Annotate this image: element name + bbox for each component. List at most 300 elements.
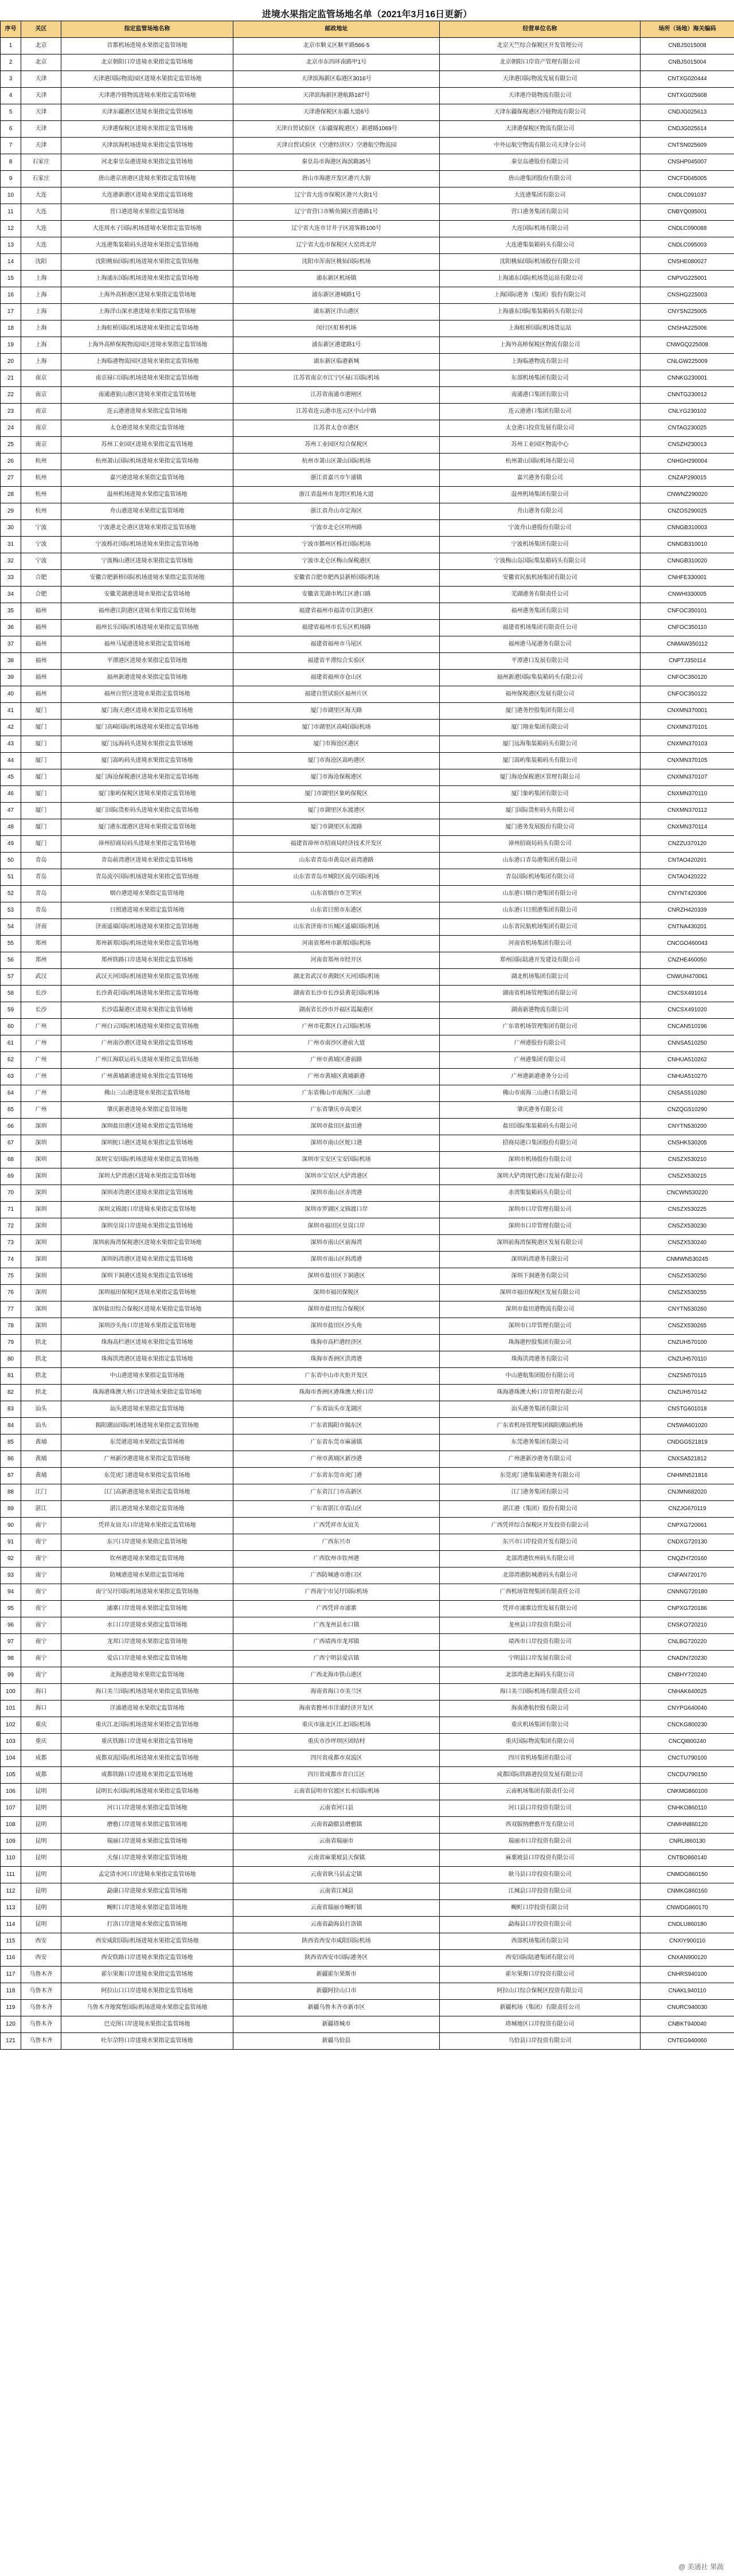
cell-customs-code: CNZAP290015 [641, 470, 734, 487]
table-row [1, 237, 734, 254]
cell-index: 82 [1, 1385, 21, 1401]
cell-customs-code: CNTSN025609 [641, 138, 734, 154]
table-row [1, 1601, 734, 1617]
cell-site-name: 烟台港进境水果指定监管场地 [61, 886, 233, 902]
table-row [1, 1119, 734, 1135]
table-row [1, 986, 734, 1002]
cell-operator: 海口美兰国际机场有限责任公司 [440, 1684, 641, 1701]
cell-address: 宁波市北仑区明州路 [233, 520, 440, 537]
cell-site-name: 凭祥友谊关口岸进境水果指定监管场地 [61, 1518, 233, 1534]
cell-index: 11 [1, 204, 21, 221]
cell-customs-code: CNRLI860130 [641, 1834, 734, 1850]
table-row [1, 370, 734, 387]
cell-operator: 重庆机场集团有限公司 [440, 1717, 641, 1734]
cell-customs-district: 昆明 [21, 1817, 61, 1834]
cell-address: 江苏省南京市江宁区禄口国际机场 [233, 370, 440, 387]
cell-site-name: 上海洋山深水港进境水果指定监管场地 [61, 304, 233, 320]
cell-customs-district: 深圳 [21, 1268, 61, 1285]
cell-operator: 珠海港控股集团有限公司 [440, 1335, 641, 1351]
cell-operator: 北部湾港北海码头有限公司 [440, 1667, 641, 1684]
cell-address: 宁波市鄞州区栎社国际机场 [233, 537, 440, 553]
cell-index: 104 [1, 1750, 21, 1767]
table-row [1, 1867, 734, 1883]
cell-customs-code: CNKMG860100 [641, 1784, 734, 1800]
cell-operator: 广西凭祥综合保税区开发投资有限公司 [440, 1518, 641, 1534]
cell-operator: 江门港务集团有限公司 [440, 1484, 641, 1501]
cell-operator: 福建省机场集团有限责任公司 [440, 620, 641, 636]
cell-operator: 福州港务集团有限公司 [440, 603, 641, 620]
cell-index: 113 [1, 1900, 21, 1917]
table-row [1, 1418, 734, 1434]
cell-customs-code: CNDLC091037 [641, 187, 734, 204]
cell-address: 深圳市福田保税区 [233, 1285, 440, 1301]
cell-index: 87 [1, 1468, 21, 1484]
cell-address: 厦门市湖里区海天路 [233, 703, 440, 720]
cell-site-name: 霍尔果斯口岸进境水果指定监管场地 [61, 1967, 233, 1983]
table-row [1, 154, 734, 171]
table-row [1, 1484, 734, 1501]
cell-site-name: 天津港国际物流园区进境水果指定监管场地 [61, 71, 233, 88]
cell-customs-code: CNZZU370120 [641, 836, 734, 853]
cell-index: 107 [1, 1800, 21, 1817]
table-row [1, 1933, 734, 1950]
cell-customs-code: CNPVG225001 [641, 271, 734, 287]
cell-customs-code: CNNTG230012 [641, 387, 734, 404]
cell-site-name: 深圳盐田港区进境水果指定监管场地 [61, 1119, 233, 1135]
cell-index: 48 [1, 819, 21, 836]
cell-customs-code: CNLBG720220 [641, 1634, 734, 1651]
cell-index: 88 [1, 1484, 21, 1501]
cell-operator: 招商局港口集团股份有限公司 [440, 1135, 641, 1152]
cell-address: 天津自贸试验区（东疆保税港区）新港路1069号 [233, 121, 440, 138]
cell-customs-code: CNWGQ225008 [641, 337, 734, 354]
cell-index: 120 [1, 2016, 21, 2033]
cell-index: 1 [1, 38, 21, 54]
cell-address: 唐山市海港开发区港兴大街 [233, 171, 440, 187]
cell-operator: 畹町口岸投资有限公司 [440, 1900, 641, 1917]
cell-customs-district: 南宁 [21, 1651, 61, 1667]
cell-operator: 天津港国际物流发展有限公司 [440, 71, 641, 88]
cell-customs-code: CNNGB310003 [641, 520, 734, 537]
cell-customs-district: 昆明 [21, 1834, 61, 1850]
cell-address: 安徽省合肥市肥西县新桥国际机场 [233, 570, 440, 587]
cell-customs-code: CNMKG860160 [641, 1883, 734, 1900]
table-row [1, 1883, 734, 1900]
cell-address: 山东省日照市东港区 [233, 902, 440, 919]
cell-index: 94 [1, 1584, 21, 1601]
cell-customs-code: CNHKO860110 [641, 1800, 734, 1817]
cell-customs-code: CNYPG640040 [641, 1701, 734, 1717]
table-row [1, 1501, 734, 1518]
cell-address: 厦门市湖里区东渡路 [233, 819, 440, 836]
cell-site-name: 厦门高崎国际机场进境水果指定监管场地 [61, 720, 233, 736]
cell-index: 111 [1, 1867, 21, 1883]
cell-address: 辽宁省大连市保税区港兴大街1号 [233, 187, 440, 204]
table-row [1, 969, 734, 986]
cell-customs-code: CNXMN370112 [641, 803, 734, 819]
table-row [1, 1817, 734, 1834]
cell-site-name: 天津港冷链物流进境水果指定监管场地 [61, 88, 233, 104]
cell-customs-code: CNPTJ350114 [641, 653, 734, 670]
cell-site-name: 日照港进境水果指定监管场地 [61, 902, 233, 919]
cell-operator: 龙州县口岸投资有限公司 [440, 1617, 641, 1634]
cell-index: 65 [1, 1102, 21, 1119]
cell-customs-district: 郑州 [21, 936, 61, 952]
cell-customs-district: 深圳 [21, 1168, 61, 1185]
cell-customs-district: 成都 [21, 1750, 61, 1767]
cell-customs-code: CNCTU790100 [641, 1750, 734, 1767]
cell-customs-district: 合肥 [21, 587, 61, 603]
cell-customs-district: 广州 [21, 1052, 61, 1069]
cell-index: 121 [1, 2033, 21, 2050]
cell-address: 厦门市湖里区象屿保税区 [233, 786, 440, 803]
table-row [1, 1434, 734, 1451]
cell-address: 厦门市湖里区高崎国际机场 [233, 720, 440, 736]
cell-customs-code: CNBJS015008 [641, 38, 734, 54]
cell-customs-district: 厦门 [21, 819, 61, 836]
cell-address: 山东省济南市历城区遥墙国际机场 [233, 919, 440, 936]
cell-index: 86 [1, 1451, 21, 1468]
cell-site-name: 宁波栎社国际机场进境水果指定监管场地 [61, 537, 233, 553]
cell-operator: 肇庆港务有限公司 [440, 1102, 641, 1119]
table-row [1, 1052, 734, 1069]
cell-site-name: 舟山港进境水果指定监管场地 [61, 503, 233, 520]
cell-site-name: 深圳福田保税区进境水果指定监管场地 [61, 1285, 233, 1301]
table-row [1, 1850, 734, 1867]
cell-customs-code: CNHFE330001 [641, 570, 734, 587]
cell-site-name: 巴克图口岸进境水果指定监管场地 [61, 2016, 233, 2033]
table-row [1, 1368, 734, 1385]
cell-address: 广西东兴市 [233, 1534, 440, 1551]
cell-customs-code: CNZOS290025 [641, 503, 734, 520]
cell-address: 深圳市南山区蛇口港 [233, 1135, 440, 1152]
cell-operator: 深圳市口岸管理有限公司 [440, 1202, 641, 1218]
cell-customs-district: 厦门 [21, 720, 61, 736]
cell-index: 74 [1, 1252, 21, 1268]
cell-site-name: 宁波港北仑港区进境水果指定监管场地 [61, 520, 233, 537]
cell-index: 78 [1, 1318, 21, 1335]
cell-customs-district: 深圳 [21, 1202, 61, 1218]
cell-index: 112 [1, 1883, 21, 1900]
table-row [1, 686, 734, 703]
cell-index: 62 [1, 1052, 21, 1069]
table-row [1, 736, 734, 753]
cell-operator: 大连港集装箱码头有限公司 [440, 237, 641, 254]
cell-site-name: 福州马尾港进境水果指定监管场地 [61, 636, 233, 653]
cell-customs-district: 乌鲁木齐 [21, 2000, 61, 2016]
fruit-site-table [0, 21, 734, 2050]
cell-customs-district: 上海 [21, 320, 61, 337]
cell-operator: 东莞虎门港集装箱港务有限公司 [440, 1468, 641, 1484]
cell-customs-code: CNHUA510262 [641, 1052, 734, 1069]
table-row [1, 1451, 734, 1468]
cell-address: 云南省瑞丽市畹町镇 [233, 1900, 440, 1917]
cell-customs-district: 大连 [21, 237, 61, 254]
cell-customs-district: 深圳 [21, 1185, 61, 1202]
cell-index: 80 [1, 1351, 21, 1368]
table-row [1, 1651, 734, 1667]
cell-operator: 新疆机场（集团）有限责任公司 [440, 2000, 641, 2016]
cell-address: 深圳市盐田综合保税区 [233, 1301, 440, 1318]
cell-site-name: 上海外高桥保税物流园区进境水果指定监管场地 [61, 337, 233, 354]
cell-customs-district: 成都 [21, 1767, 61, 1784]
cell-customs-district: 深圳 [21, 1235, 61, 1252]
column-header-customs-district: 关区 [21, 21, 61, 38]
table-row [1, 1967, 734, 1983]
cell-customs-district: 昆明 [21, 1917, 61, 1933]
table-row [1, 1734, 734, 1750]
cell-customs-district: 长沙 [21, 1002, 61, 1019]
cell-address: 广州市南沙区港前大道 [233, 1035, 440, 1052]
table-row [1, 104, 734, 121]
cell-address: 广西凭祥市浦寨 [233, 1601, 440, 1617]
cell-customs-code: CNCKG800230 [641, 1717, 734, 1734]
cell-site-name: 福州新港进境水果指定监管场地 [61, 670, 233, 686]
cell-index: 102 [1, 1717, 21, 1734]
cell-site-name: 揭阳潮汕国际机场进境水果指定监管场地 [61, 1418, 233, 1434]
cell-customs-code: CNTAO420222 [641, 869, 734, 886]
table-row [1, 1019, 734, 1035]
cell-index: 5 [1, 104, 21, 121]
cell-address: 深圳市南山区赤湾港 [233, 1185, 440, 1202]
cell-operator: 广东省机场管理集团有限公司 [440, 1019, 641, 1035]
cell-customs-code: CNDXG720130 [641, 1534, 734, 1551]
cell-operator: 福州新港国际集装箱码头有限公司 [440, 670, 641, 686]
table-row [1, 902, 734, 919]
column-header-site-name: 指定监管场地名称 [61, 21, 233, 38]
cell-customs-code: CNHGH290004 [641, 454, 734, 470]
cell-customs-code: CNQZH720160 [641, 1551, 734, 1568]
cell-customs-code: CNDLC095003 [641, 237, 734, 254]
cell-operator: 太仓港口投资发展有限公司 [440, 420, 641, 437]
table-row [1, 1534, 734, 1551]
cell-address: 四川省成都市青白江区 [233, 1767, 440, 1784]
cell-operator: 厦门国际货柜码头有限公司 [440, 803, 641, 819]
cell-site-name: 连云港港进境水果指定监管场地 [61, 404, 233, 420]
cell-index: 73 [1, 1235, 21, 1252]
cell-customs-district: 海口 [21, 1701, 61, 1717]
table-row [1, 221, 734, 237]
cell-index: 46 [1, 786, 21, 803]
table-row [1, 936, 734, 952]
cell-address: 重庆市渝北区江北国际机场 [233, 1717, 440, 1734]
cell-site-name: 河北秦皇岛港进境水果指定监管场地 [61, 154, 233, 171]
cell-customs-district: 沈阳 [21, 254, 61, 271]
table-row [1, 1235, 734, 1252]
cell-customs-code: CNBJS015004 [641, 54, 734, 71]
cell-address: 湖北省武汉市黄陂区天河国际机场 [233, 969, 440, 986]
cell-customs-district: 福州 [21, 653, 61, 670]
cell-site-name: 深圳妈湾港区进境水果指定监管场地 [61, 1252, 233, 1268]
cell-operator: 湛江港（集团）股份有限公司 [440, 1501, 641, 1518]
cell-operator: 靖西市口岸投资有限公司 [440, 1634, 641, 1651]
cell-operator: 广西机场管理集团有限责任公司 [440, 1584, 641, 1601]
cell-site-name: 上海虹桥国际机场进境水果指定监管场地 [61, 320, 233, 337]
cell-customs-code: CNCAN510196 [641, 1019, 734, 1035]
cell-operator: 山东港口烟台港集团有限公司 [440, 886, 641, 902]
cell-customs-code: CNJMN682020 [641, 1484, 734, 1501]
cell-operator: 厦门港务控股集团有限公司 [440, 703, 641, 720]
cell-customs-district: 福州 [21, 603, 61, 620]
table-row [1, 1401, 734, 1418]
cell-operator: 湖南省机场管理集团有限公司 [440, 986, 641, 1002]
cell-customs-code: CNZQG510290 [641, 1102, 734, 1119]
cell-address: 广东省湛江市霞山区 [233, 1501, 440, 1518]
cell-customs-district: 黄埔 [21, 1468, 61, 1484]
cell-operator: 北京朝阳口岸资产管理有限公司 [440, 54, 641, 71]
cell-site-name: 天津东疆港区进境水果指定监管场地 [61, 104, 233, 121]
table-row [1, 1335, 734, 1351]
cell-index: 103 [1, 1734, 21, 1750]
cell-index: 101 [1, 1701, 21, 1717]
cell-operator: 营口港务集团有限公司 [440, 204, 641, 221]
cell-index: 51 [1, 869, 21, 886]
cell-customs-code: CNSHA225006 [641, 320, 734, 337]
cell-operator: 东莞港务集团有限公司 [440, 1434, 641, 1451]
cell-site-name: 安徽合肥新桥国际机场进境水果指定监管场地 [61, 570, 233, 587]
table-row [1, 187, 734, 204]
cell-operator: 上海虹桥国际机场货运站 [440, 320, 641, 337]
cell-index: 68 [1, 1152, 21, 1168]
cell-address: 福建自贸试验区福州片区 [233, 686, 440, 703]
cell-customs-district: 天津 [21, 104, 61, 121]
cell-customs-district: 北京 [21, 38, 61, 54]
cell-index: 12 [1, 221, 21, 237]
table-row [1, 1318, 734, 1335]
cell-site-name: 深圳沙头角口岸进境水果指定监管场地 [61, 1318, 233, 1335]
cell-customs-code: CNBHY720240 [641, 1667, 734, 1684]
cell-customs-district: 南宁 [21, 1667, 61, 1684]
cell-customs-district: 广州 [21, 1019, 61, 1035]
cell-address: 江苏省连云港市连云区中山中路 [233, 404, 440, 420]
cell-site-name: 大连港集装箱码头进境水果指定监管场地 [61, 237, 233, 254]
cell-operator: 河口县口岸投资有限公司 [440, 1800, 641, 1817]
cell-customs-code: CNDLC090088 [641, 221, 734, 237]
cell-index: 98 [1, 1651, 21, 1667]
cell-customs-code: CNWNZ290020 [641, 487, 734, 503]
table-row [1, 1385, 734, 1401]
cell-index: 72 [1, 1218, 21, 1235]
cell-index: 71 [1, 1202, 21, 1218]
table-row [1, 1983, 734, 2000]
cell-address: 深圳市南山区妈湾港 [233, 1252, 440, 1268]
cell-site-name: 厦门国际货柜码头进境水果指定监管场地 [61, 803, 233, 819]
cell-customs-district: 昆明 [21, 1900, 61, 1917]
cell-index: 63 [1, 1069, 21, 1085]
cell-customs-code: CNNGB310010 [641, 537, 734, 553]
cell-index: 116 [1, 1950, 21, 1967]
cell-customs-district: 郑州 [21, 952, 61, 969]
cell-site-name: 广州黄埔新港进境水果指定监管场地 [61, 1069, 233, 1085]
cell-address: 江苏省南通市港闸区 [233, 387, 440, 404]
cell-address: 浙江省嘉兴市乍浦镇 [233, 470, 440, 487]
cell-index: 93 [1, 1568, 21, 1584]
cell-customs-code: CNSZX530225 [641, 1202, 734, 1218]
table-row [1, 1301, 734, 1318]
table-row [1, 337, 734, 354]
cell-index: 32 [1, 553, 21, 570]
cell-site-name: 南通港狼山港区进境水果指定监管场地 [61, 387, 233, 404]
cell-address: 广西凭祥市友谊关 [233, 1518, 440, 1534]
cell-index: 9 [1, 171, 21, 187]
table-row [1, 204, 734, 221]
cell-address: 厦门市海沧区港区 [233, 736, 440, 753]
cell-customs-district: 南京 [21, 420, 61, 437]
cell-customs-code: CNDJG025614 [641, 121, 734, 138]
cell-customs-district: 拱北 [21, 1335, 61, 1351]
cell-address: 宁波市北仑区梅山保税港区 [233, 553, 440, 570]
cell-address: 广东省江门市高新区 [233, 1484, 440, 1501]
table-row [1, 1518, 734, 1534]
cell-operator: 深圳市盐田港物流有限公司 [440, 1301, 641, 1318]
cell-customs-code: CNYTN530200 [641, 1119, 734, 1135]
cell-operator: 连云港港口集团有限公司 [440, 404, 641, 420]
cell-index: 54 [1, 919, 21, 936]
cell-index: 47 [1, 803, 21, 819]
cell-index: 2 [1, 54, 21, 71]
cell-customs-code: CNWUH470061 [641, 969, 734, 986]
cell-address: 广西龙州县水口镇 [233, 1617, 440, 1634]
table-row [1, 121, 734, 138]
cell-address: 河南省郑州市新郑国际机场 [233, 936, 440, 952]
cell-customs-code: CNXMN370114 [641, 819, 734, 836]
cell-index: 52 [1, 886, 21, 902]
table-row [1, 1135, 734, 1152]
cell-index: 4 [1, 88, 21, 104]
cell-operator: 杭州萧山国际机场有限公司 [440, 454, 641, 470]
cell-customs-code: CNZUH570100 [641, 1335, 734, 1351]
cell-site-name: 防城港进境水果指定监管场地 [61, 1568, 233, 1584]
cell-operator: 宁波梅山岛国际集装箱码头有限公司 [440, 553, 641, 570]
cell-index: 90 [1, 1518, 21, 1534]
cell-customs-code: CNCFD045005 [641, 171, 734, 187]
table-row [1, 1800, 734, 1817]
cell-address: 浙江省舟山市定海区 [233, 503, 440, 520]
cell-site-name: 珠海港珠澳大桥口岸进境水果指定监管场地 [61, 1385, 233, 1401]
cell-customs-district: 深圳 [21, 1152, 61, 1168]
cell-index: 99 [1, 1667, 21, 1684]
cell-index: 109 [1, 1834, 21, 1850]
cell-address: 辽宁省大连市甘井子区迎客路100号 [233, 221, 440, 237]
cell-address: 广西防城港市港口区 [233, 1568, 440, 1584]
cell-operator: 重庆国际物流集团有限公司 [440, 1734, 641, 1750]
cell-operator: 宁波机场集团有限公司 [440, 537, 641, 553]
cell-index: 20 [1, 354, 21, 370]
cell-site-name: 昆明长水国际机场进境水果指定监管场地 [61, 1784, 233, 1800]
cell-address: 辽宁省大连市保税区大窑湾北岸 [233, 237, 440, 254]
cell-address: 福建省福州市仓山区 [233, 670, 440, 686]
cell-index: 53 [1, 902, 21, 919]
cell-customs-code: CNSZX530255 [641, 1285, 734, 1301]
cell-address: 广东省汕头市龙湖区 [233, 1401, 440, 1418]
cell-address: 广东省佛山市南海区三山港 [233, 1085, 440, 1102]
cell-customs-code: CNBYQ095001 [641, 204, 734, 221]
cell-site-name: 深圳蛇口港区进境水果指定监管场地 [61, 1135, 233, 1152]
cell-customs-code: CNZSN570115 [641, 1368, 734, 1385]
cell-operator: 郑州国际陆港开发建设有限公司 [440, 952, 641, 969]
cell-customs-code: CNSAS510280 [641, 1085, 734, 1102]
cell-operator: 广州港集团有限公司 [440, 1052, 641, 1069]
cell-address: 云南省河口县 [233, 1800, 440, 1817]
cell-operator: 上海外高桥保税区物流有限公司 [440, 337, 641, 354]
cell-index: 66 [1, 1119, 21, 1135]
table-row [1, 1568, 734, 1584]
cell-operator: 芜湖港务有限责任公司 [440, 587, 641, 603]
cell-address: 广西南宁市吴圩国际机场 [233, 1584, 440, 1601]
cell-site-name: 济南遥墙国际机场进境水果指定监管场地 [61, 919, 233, 936]
cell-operator: 深圳大铲湾现代港口发展有限公司 [440, 1168, 641, 1185]
cell-operator: 北京天竺综合保税区开发管理公司 [440, 38, 641, 54]
